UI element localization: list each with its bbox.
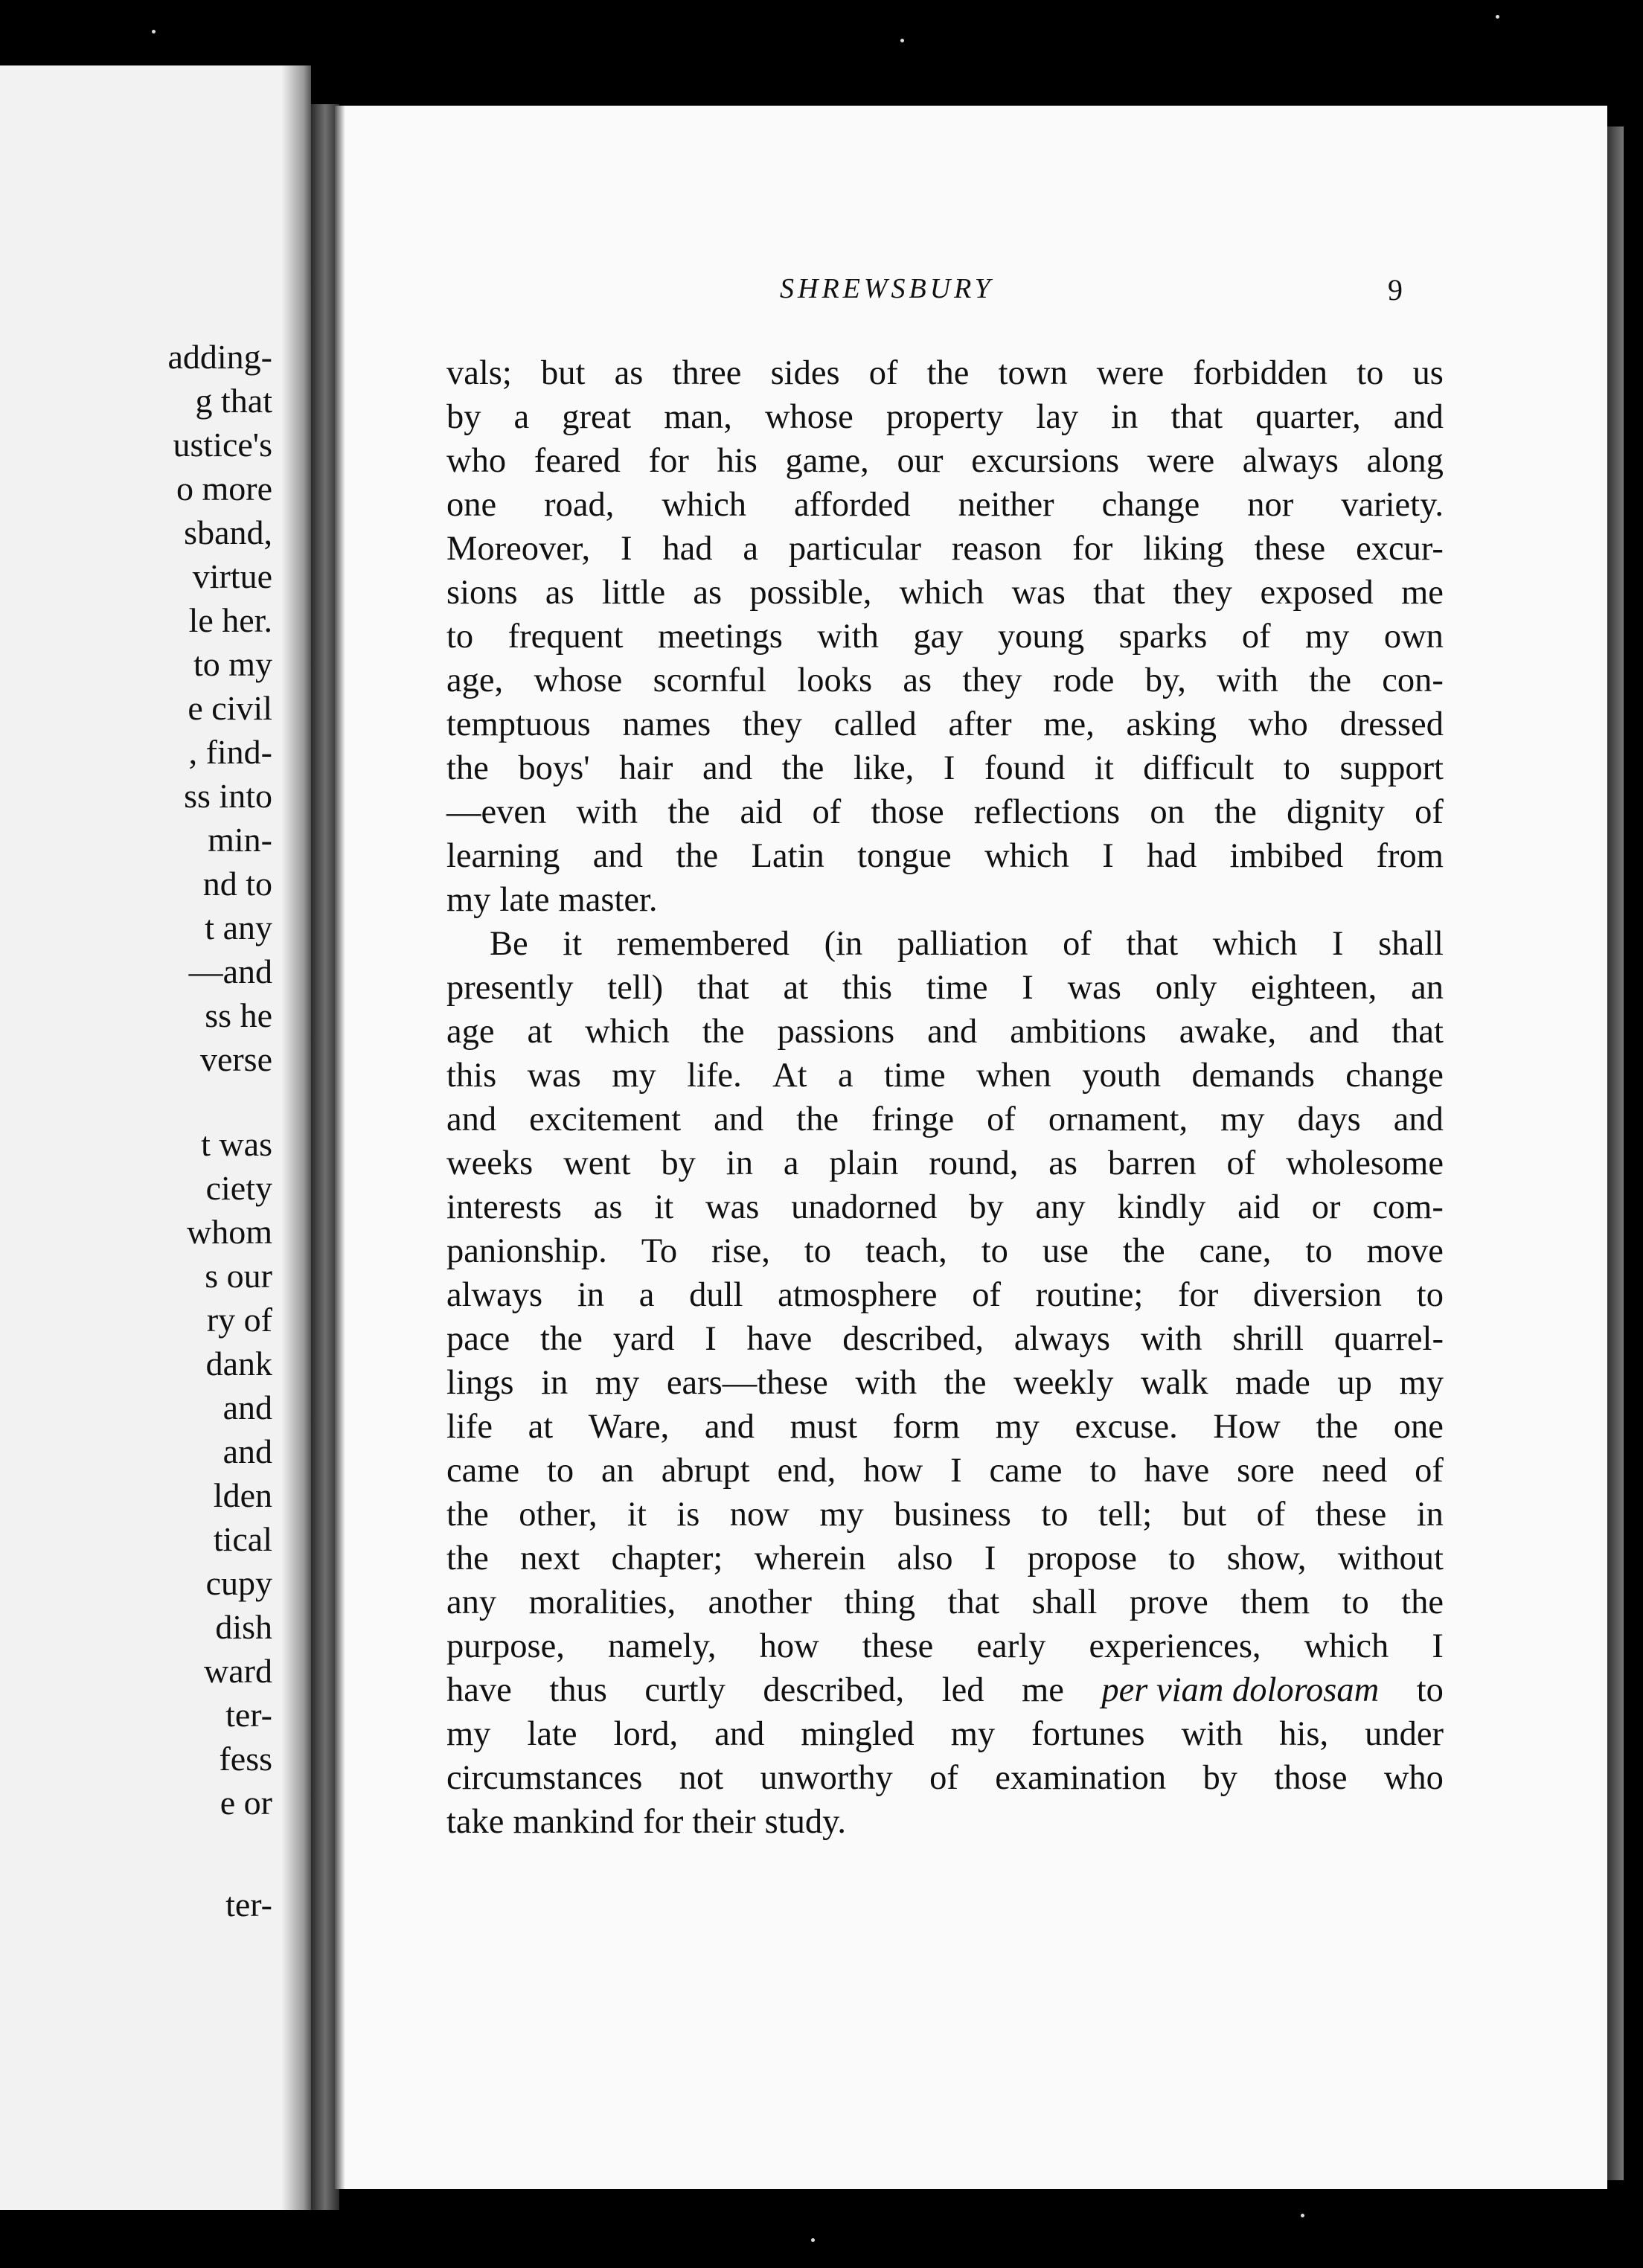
left-page-fragment: dish: [215, 1608, 272, 1646]
text-line: Be it remembered (in palliation of that which I shall: [490, 925, 1444, 963]
text-line: who feared for his game, our excursions were always along: [446, 442, 1444, 480]
dust-speck: [811, 2238, 815, 2242]
page-gutter-shadow: [281, 65, 311, 2210]
dust-speck: [900, 39, 904, 42]
left-page-fragment: ter-: [225, 1886, 272, 1923]
text-line: always in a dull atmosphere of routine; for diversion to: [446, 1276, 1444, 1314]
left-page-fragment: whom: [187, 1213, 272, 1251]
left-page-fragment: lden: [213, 1476, 272, 1514]
text-line: Moreover, I had a particular reason for liking these excur-: [446, 530, 1444, 568]
left-page-fragments-bottom: [225, 1883, 272, 1926]
left-page-fragment: le her.: [188, 601, 272, 639]
left-page-fragment: and: [222, 1388, 272, 1426]
text-line: sions as little as possible, which was that they exposed me: [446, 574, 1444, 612]
text-line: my late master.: [446, 881, 658, 919]
left-page-fragment: e or: [220, 1784, 272, 1822]
text-line: this was my life. At a time when youth demands change: [446, 1057, 1444, 1095]
book-page: [335, 106, 1607, 2189]
left-page-fragments-middle: [187, 1122, 272, 1825]
text-line: the other, it is now my business to tell; but of these in: [446, 1496, 1444, 1534]
left-page-fragment: ustice's: [173, 426, 272, 464]
left-page-fragment: nd to: [202, 865, 272, 903]
left-page-fragment: dank: [205, 1345, 272, 1383]
left-page-fragment: sband,: [184, 513, 272, 551]
text-line: age, whose scornful looks as they rode by, with the con-: [446, 662, 1444, 699]
left-page-fragment: —and: [188, 952, 272, 990]
text-line: vals; but as three sides of the town were forbidden to us: [446, 354, 1444, 392]
left-page-fragment: to my: [193, 645, 272, 683]
left-page-fragment: o more: [176, 470, 272, 507]
text-line: learning and the Latin tongue which I had imbibed from: [446, 837, 1444, 875]
left-facing-page: [0, 65, 311, 2210]
left-page-fragment: t any: [205, 909, 272, 946]
left-page-fragment: ter-: [225, 1696, 272, 1734]
left-page-fragments-top: [167, 335, 272, 1081]
dust-speck: [1496, 15, 1499, 19]
left-page-fragment: verse: [199, 1040, 272, 1078]
text-line: the next chapter; wherein also I propose to show, without: [446, 1540, 1444, 1577]
left-page-fragment: ss he: [205, 996, 272, 1034]
text-line: presently tell) that at this time I was only eighteen, an: [446, 969, 1444, 1007]
left-page-fragment: e civil: [188, 689, 272, 727]
left-page-fragment: t was: [201, 1125, 272, 1163]
text-line: weeks went by in a plain round, as barren of wholesome: [446, 1144, 1444, 1182]
book-edge: [1607, 126, 1624, 2180]
left-page-fragment: tical: [213, 1520, 272, 1558]
left-page-fragment: ry of: [206, 1301, 272, 1339]
text-line: circumstances not unworthy of examination by those who: [446, 1759, 1444, 1797]
text-line: pace the yard I have described, always with shrill quarrel-: [446, 1320, 1444, 1358]
text-line: purpose, namely, how these early experiences, which I: [446, 1627, 1444, 1665]
text-line: one road, which afforded neither change nor variety.: [446, 486, 1444, 524]
left-page-fragment: ss into: [184, 777, 272, 815]
left-page-fragment: ciety: [205, 1169, 272, 1207]
text-line: my late lord, and mingled my fortunes with his, under: [446, 1715, 1444, 1753]
text-line: life at Ware, and must form my excuse. How the one: [446, 1408, 1444, 1446]
text-line: —even with the aid of those reflections on the dignity of: [446, 793, 1444, 831]
text-line: by a great man, whose property lay in that quarter, and: [446, 398, 1444, 436]
left-page-fragment: cupy: [205, 1564, 272, 1602]
text-line: lings in my ears—these with the weekly walk made up my: [446, 1364, 1444, 1402]
text-line: interests as it was unadorned by any kindly aid or com-: [446, 1188, 1444, 1226]
text-line: have thus curtly described, led me per viam dolorosam to: [446, 1671, 1444, 1709]
left-page-fragment: adding-: [167, 338, 272, 376]
left-page-fragment: and: [222, 1432, 272, 1470]
left-page-fragment: min-: [208, 821, 272, 859]
left-page-fragment: ward: [204, 1652, 272, 1690]
text-line: temptuous names they called after me, asking who dressed: [446, 705, 1444, 743]
text-line: any moralities, another thing that shall prove them to the: [446, 1583, 1444, 1621]
text-line: and excitement and the fringe of ornament, my days and: [446, 1101, 1444, 1138]
text-line: take mankind for their study.: [446, 1803, 847, 1841]
text-line: to frequent meetings with gay young sparks of my own: [446, 618, 1444, 656]
left-page-fragment: , find-: [188, 733, 272, 771]
text-line: came to an abrupt end, how I came to have sore need of: [446, 1452, 1444, 1490]
text-line: panionship. To rise, to teach, to use the cane, to move: [446, 1232, 1444, 1270]
text-line: age at which the passions and ambitions awake, and that: [446, 1013, 1444, 1051]
dust-speck: [1301, 2214, 1304, 2217]
left-page-fragment: fess: [219, 1740, 272, 1778]
left-page-fragment: virtue: [192, 557, 272, 595]
dust-speck: [152, 30, 156, 33]
page-number: 9: [1388, 273, 1403, 307]
body-text: [446, 351, 1444, 1844]
left-page-fragment: g that: [195, 382, 272, 420]
left-page-fragment: s our: [205, 1257, 272, 1295]
running-head: SHREWSBURY: [780, 273, 994, 304]
text-line: the boys' hair and the like, I found it difficult to support: [446, 749, 1444, 787]
